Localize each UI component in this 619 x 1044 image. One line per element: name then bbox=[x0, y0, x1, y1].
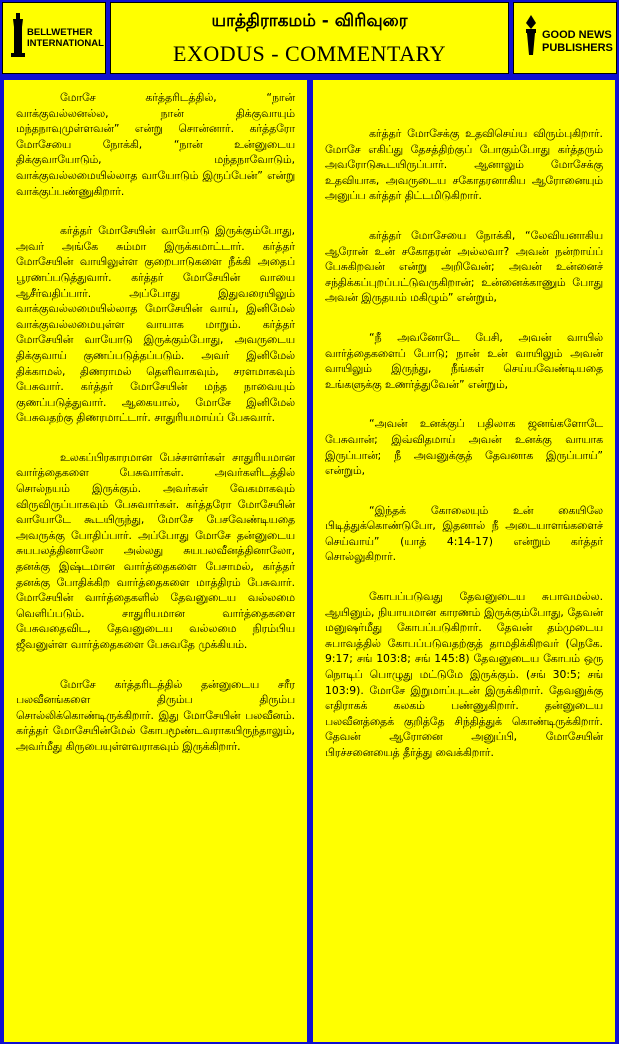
english-title: EXODUS - COMMENTARY bbox=[173, 41, 446, 66]
logo-text-right bbox=[542, 29, 613, 55]
right-column-text bbox=[325, 126, 603, 785]
tamil-title: யாத்திராகமம் - விரிவுரை bbox=[211, 11, 408, 31]
good-news-logo bbox=[513, 2, 617, 74]
logo-line: BELLWETHER bbox=[27, 27, 93, 38]
left-column-text bbox=[16, 90, 295, 779]
logo-line: INTERNATIONAL bbox=[27, 38, 104, 49]
logo-text-left bbox=[27, 27, 104, 49]
paragraph: உலகப்பிரகாரமான பேச்சாளர்கள் சாதுரியமான வார்த்தைகளை பேசுவார்கள். அவர்களிடத்தில் சொல்நயம் இருக்கும். அவர்கள் வேகமாகவும் விருவிருப்பாகவும் பேசுவார்கள். கர்த்தரோ மோசேயின் வாயோடே கூடயிருந்து, மோசே பேசவேண்டியதை அவருக்கு போதிப்பார். அப்போது மோசே தன்னுடைய சுயபலத்தினாலோ அல்லது சுயபலவீனத்தினாலோ, தனக்கு இஷ்டமான வார்த்தைகளை பேசாமல், கர்த்தர் தனக்கு போதிக்கிற வார்த்தைகளை மாத்திரம் பேசுவார். மோசேயின் வார்த்தைகளில் தேவனுடைய வல்லமை வெளிப்படும். சாதுரியமான வார்த்தைகளை பேசுவதைவிட, தேவனுடைய வல்லமை நிரம்பிய ஜீவனுள்ள வார்த்தைகளை பேசுவதே முக்கியம். bbox=[16, 450, 295, 651]
bellwether-logo bbox=[2, 2, 106, 74]
paragraph: கர்த்தர் மோசேயை நோக்கி, “லேவியனாகிய ஆரோன் உன் சகோதரன் அல்லவா? அவன் நன்றாய்ப் பேசுகிறவன் என்று அறிவேன்; அவன் உன்னைச் சந்திக்கப்புறப்பட்டுவருகிறான்; உன்னைக்காணும் போது அவன் இருதயம் மகிழும்” என்றும், bbox=[325, 228, 603, 305]
paragraph: மோசே கர்த்தரிடத்தில் தன்னுடைய சரீர பலவீனங்களை திரும்ப திரும்ப சொல்லிக்கொண்டிருக்கிறார். இது மோசேயின் பலவீனம். கர்த்தர் மோசேயின்மேல் கோபமூண்டவராகயிருந்தாலும், அவர்மீது கிருபையுள்ளவராகவும் இருக்கிறார். bbox=[16, 677, 295, 753]
paragraph: கர்த்தர் மோசேயின் வாயோடு இருக்கும்போது, அவர் அங்கே சும்மா இருக்கமாட்டார். கர்த்தர் மோசேயின் வாயிலுள்ள குறைபாடுகளை நீக்கி அதைப் பூரணப்படுத்துவார். கர்த்தர் மோசேயின் வாயை ஆசீர்வதிப்பார். அப்போது இதுவரையிலும் வாக்குவல்லமையில்லாத மோசேயின் வாய், இனிமேல் வாக்குவல்லமையுள்ள வாயாக மாறும். கர்த்தர் மோசேயின் வாயோடு இருக்கும்போது, அவருடைய திக்குவாய் குணப்படுத்தப்படும். அவர் இனிமேல் திக்காமல், திணராமல் தெளிவாகவும், சரளமாகவும் பேசுவார். கர்த்தர் மோசேயின் மந்த நாவையும் குணப்படுத்துவார். ஆகையால், மோசே இனிமேல் பேசுவதற்கு திணரமாட்டார். சாதுரியமாய்ப் பேசுவார். bbox=[16, 224, 295, 425]
paragraph: கோபப்படுவது தேவனுடைய சுபாவமல்ல. ஆயினும், நியாயமான காரணம் இருக்கும்போது, தேவன் மனுஷர்மீது கோபப்படுகிறார். தேவன் தம்முடைய சுபாவத்தில் கோபப்படுவதற்குத் தாமதிக்கிறவர் (நெகே. 9:17; சங் 103:8; சங் 145:8) தேவனுடைய கோபம் ஒரு நொடிப் பொழுது மட்டுமே இருக்கும். (சங் 30:5; சங் 103:9). மோசே இறுமாப்புடன் இருக்கிறார். தேவனுக்கு எதிராகக் கலகம் பண்ணுகிறார். தன்னுடைய பலவீனத்தைக் குறித்தே சிந்தித்துக் கொண்டிருக்கிறார். தேவன் ஆரோனை அனுப்பி, மோசேயின் பிரச்சனையைத் தீர்த்து வைக்கிறார். bbox=[325, 590, 603, 759]
paragraph: கர்த்தர் மோசேக்கு உதவிசெய்ய விரும்புகிறார். மோசே எகிப்து தேசத்திற்குப் போகும்போது கர்த்தரும் அவரோடுகூடயிருப்பார். ஆனாலும் மோசேக்கு உதவியாக, அவருடைய சகோதரனாகிய ஆரோனையும் அனுப்ப கர்த்தர் திட்டமிடுகிறார். bbox=[325, 127, 603, 203]
paragraph: “அவன் உனக்குப் பதிலாக ஜனங்களோடே பேசுவான்; இவ்விதமாய் அவன் உனக்கு வாயாக இருப்பான்; நீ அவனுக்குத் தேவனாக இருப்பாய்” என்றும், bbox=[325, 417, 603, 478]
bell-tower-icon bbox=[11, 13, 25, 57]
torch-icon bbox=[522, 15, 540, 55]
paragraph: “நீ அவனோடே பேசி, அவன் வாயில் வார்த்தைகளைப் போடு; நான் உன் வாயிலும் அவன் வாயிலும் இருந்து, நீங்கள் செய்யவேண்டியதை உங்களுக்கு உணர்த்துவேன்” என்றும், bbox=[325, 330, 603, 391]
header bbox=[2, 2, 617, 76]
logo-line: GOOD NEWS bbox=[542, 29, 612, 41]
logo-line: PUBLISHERS bbox=[542, 42, 613, 54]
left-column bbox=[4, 80, 307, 1042]
paragraph: மோசே கர்த்தரிடத்தில், “நான் வாக்குவல்லனல்ல, நான் திக்குவாயும் மந்தநாவுமுள்ளவன்” என்று சொன்னார். கர்த்தரோ மோசேயை நோக்கி, “நான் உன்னுடைய திக்குவாயோடும், மந்தநாவோடும், வாக்குவல்லமையில்லாத வாயோடும் இருப்பேன்” என்று வாக்குப்பண்ணுகிறார். bbox=[16, 91, 295, 198]
paragraph: “இந்தக் கோலையும் உன் கையிலே பிடித்துக்கொண்டுபோ, இதனால் நீ அடையாளங்களைச் செய்வாய்” (யாத் 4:14-17) என்றும் கர்த்தர் சொல்லுகிறார். bbox=[325, 503, 603, 564]
title-box bbox=[110, 2, 509, 74]
right-column bbox=[313, 80, 615, 1042]
